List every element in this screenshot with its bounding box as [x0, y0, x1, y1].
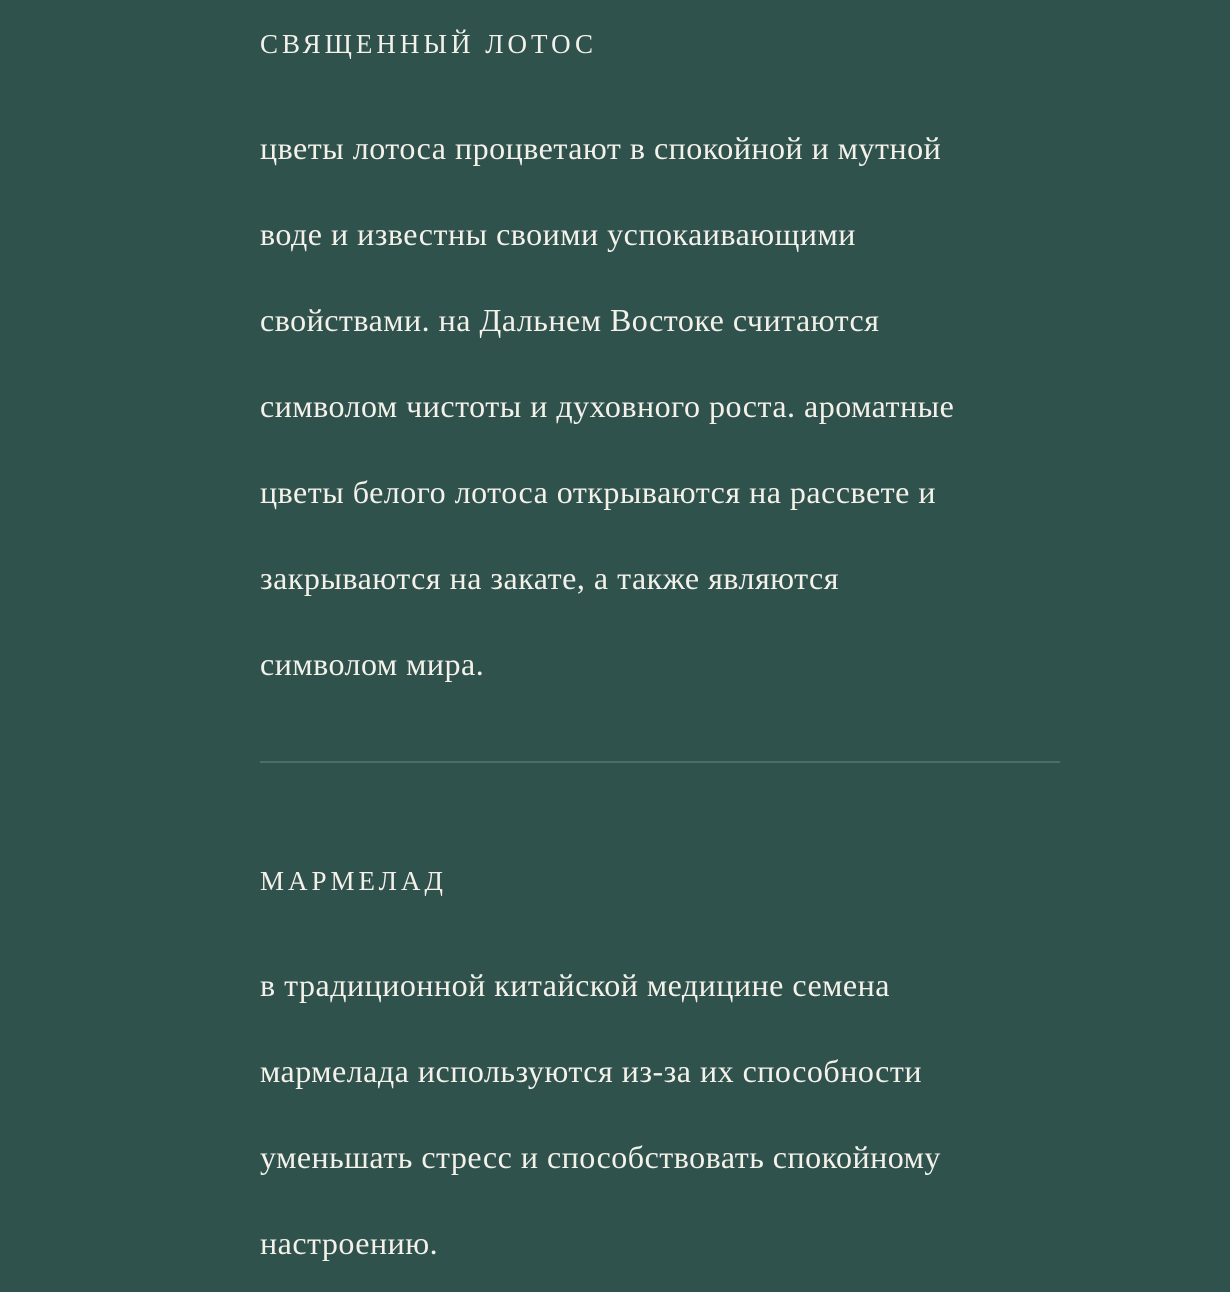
section-divider [260, 761, 1060, 763]
description-line: воде и известны своими успокаивающими [260, 216, 856, 252]
section-description-marmalade [260, 942, 1060, 1286]
description-line: мармелада используются из-за их способности [260, 1053, 922, 1089]
ingredient-section-sacred-lotus [260, 22, 1060, 707]
description-line: символом чистоты и духовного роста. ароматные [260, 388, 955, 424]
description-line: свойствами. на Дальнем Востоке считаются [260, 302, 880, 338]
description-line: цветы лотоса процветают в спокойной и мутной [260, 130, 942, 166]
description-line: в традиционной китайской медицине семена [260, 967, 890, 1003]
description-line: символом мира. [260, 646, 485, 682]
section-title-marmalade: МАРМЕЛАД [260, 866, 447, 896]
description-line: закрываются на закате, а также являются [260, 560, 839, 596]
ingredient-section-marmalade [260, 859, 1060, 1286]
ingredients-content [260, 22, 1060, 1286]
section-description-sacred-lotus [260, 105, 1060, 707]
description-line: цветы белого лотоса открываются на рассвете и [260, 474, 936, 510]
description-line: настроению. [260, 1225, 439, 1261]
description-line: уменьшать стресс и способствовать спокойному [260, 1139, 941, 1175]
section-title-sacred-lotus: СВЯЩЕННЫЙ ЛОТОС [260, 29, 597, 59]
